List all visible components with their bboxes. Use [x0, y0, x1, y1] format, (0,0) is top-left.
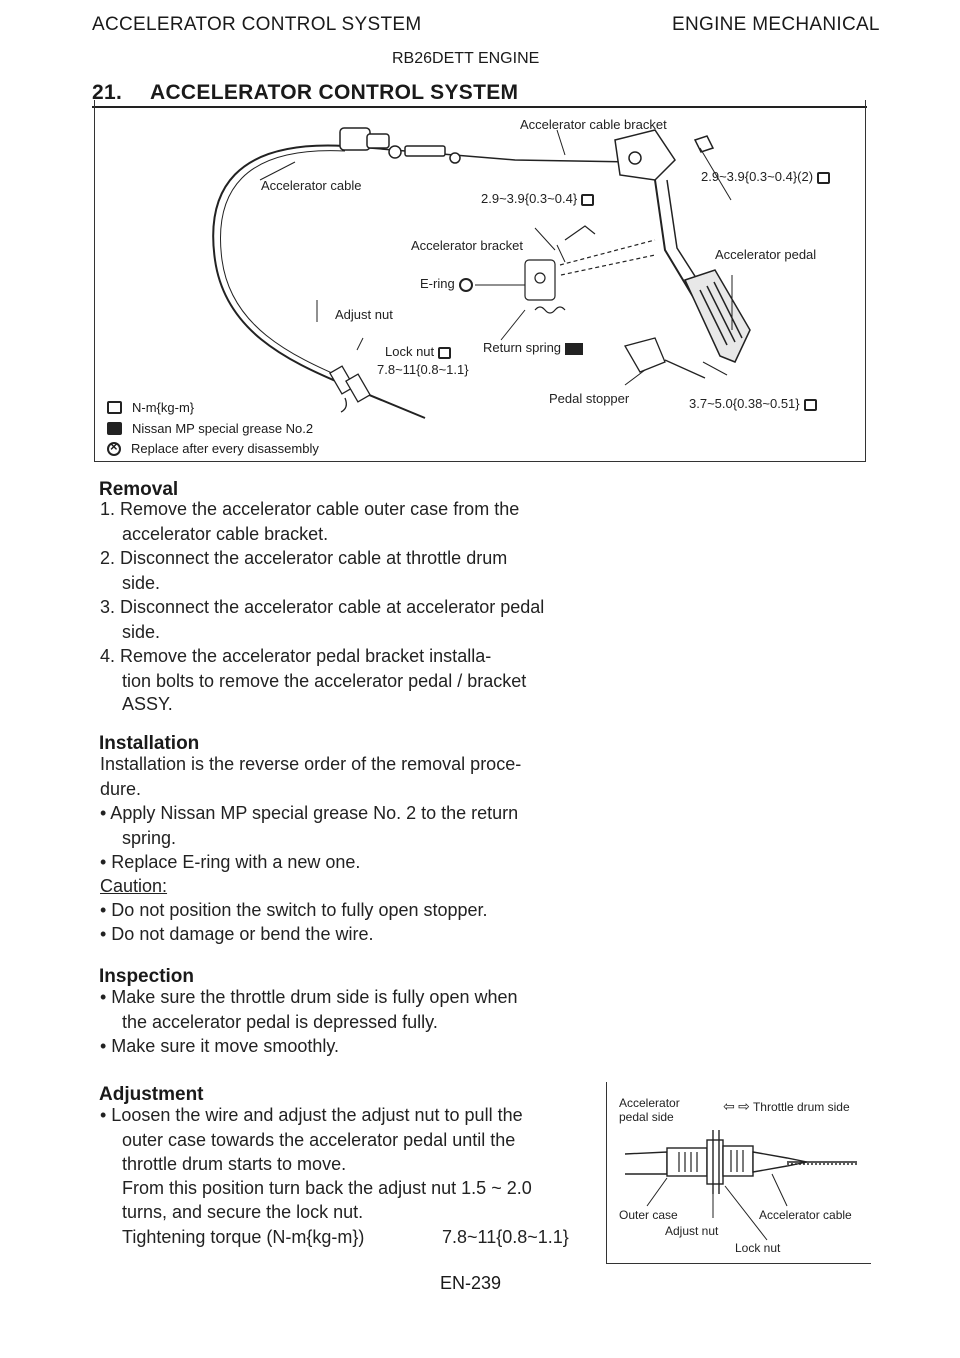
- caution-label: Caution:: [100, 876, 168, 896]
- removal-heading: Removal: [99, 479, 179, 500]
- removal-line: 3. Disconnect the accelerator cable at accelerator pedal: [100, 597, 545, 617]
- installation-bullet: spring.: [122, 828, 177, 848]
- removal-line: ASSY.: [122, 694, 173, 714]
- torque-icon: [581, 194, 594, 206]
- pedal-pad: [685, 270, 750, 362]
- label-accel-cable: Accelerator cable: [759, 1208, 852, 1222]
- label-return-spring: [483, 340, 583, 355]
- grease-icon: [107, 422, 122, 435]
- adjustment-line: outer case towards the accelerator pedal until the: [122, 1130, 516, 1150]
- removal-line: 2. Disconnect the accelerator cable at throttle drum: [100, 548, 508, 568]
- caution-item: • Do not damage or bend the wire.: [100, 924, 374, 944]
- label-lock-nut: [385, 344, 451, 359]
- adjust-drawing: [607, 1082, 872, 1264]
- inspection-bullet: • Make sure it move smoothly.: [100, 1036, 340, 1056]
- label-accelerator-cable: Accelerator cable: [261, 178, 362, 193]
- label-torque-bracket-mid: [481, 191, 594, 206]
- torque-value: 2.9~3.9{0.3~0.4}(2): [701, 169, 814, 184]
- replace-icon: [459, 278, 473, 292]
- cable-end-fitting: [340, 128, 460, 163]
- label-adjust-nut-small: Adjust nut: [665, 1224, 719, 1238]
- legend-divider: [331, 452, 333, 462]
- label-pedal-side: Accelerator pedal side: [619, 1096, 680, 1124]
- adjustment-heading: Adjustment: [99, 1084, 204, 1105]
- label-ering: [420, 276, 473, 292]
- label-torque-bracket-right: [701, 169, 830, 184]
- header-left: ACCELERATOR CONTROL SYSTEM: [92, 14, 422, 35]
- label-lock-nut-small: Lock nut: [735, 1241, 781, 1255]
- header-right: ENGINE MECHANICAL: [672, 14, 880, 35]
- grease-icon: [565, 343, 583, 355]
- page-number: EN-239: [440, 1273, 502, 1293]
- main-diagram: [94, 100, 866, 462]
- label-pedal-stopper: Pedal stopper: [549, 391, 630, 406]
- removal-line: accelerator cable bracket.: [122, 524, 329, 544]
- torque-value: 3.7~5.0{0.38~0.51}: [689, 396, 800, 411]
- label-outer-case: Outer case: [619, 1208, 678, 1222]
- adjustment-line: turns, and secure the lock nut.: [122, 1202, 364, 1222]
- caution-item: • Do not position the switch to fully open stopper.: [100, 900, 488, 920]
- torque-label: Tightening torque (N-m{kg-m}): [122, 1227, 365, 1247]
- removal-line: 1. Remove the accelerator cable outer case from the: [100, 499, 520, 519]
- installation-line: dure.: [100, 779, 142, 799]
- torque-icon: [438, 347, 451, 359]
- adjustment-line: From this position turn back the adjust nut 1.5 ~ 2.0: [122, 1178, 532, 1198]
- adjustment-line: • Loosen the wire and adjust the adjust nut to pull the: [100, 1105, 523, 1125]
- inspection-bullet: • Make sure the throttle drum side is fully open when: [100, 987, 518, 1007]
- label-cable-bracket: Accelerator cable bracket: [520, 117, 667, 132]
- inspection-bullet: the accelerator pedal is depressed fully.: [122, 1012, 438, 1032]
- torque-icon: [107, 401, 122, 414]
- legend-replace: [107, 441, 319, 456]
- installation-line: Installation is the reverse order of the removal proce-: [100, 754, 522, 774]
- ering-text: E-ring: [420, 276, 455, 291]
- label-adjust-nut: Adjust nut: [335, 307, 393, 322]
- throttle-side-text: Throttle drum side: [752, 1100, 850, 1114]
- installation-heading: Installation: [99, 733, 200, 754]
- section-number: 21.: [92, 81, 123, 104]
- legend-torque: [107, 400, 194, 415]
- legend-text: Nissan MP special grease No.2: [132, 421, 314, 436]
- replace-icon: [107, 442, 121, 456]
- label-stopper-torque: [689, 396, 817, 411]
- inspection-heading: Inspection: [99, 966, 195, 987]
- torque-value: 2.9~3.9{0.3~0.4}: [481, 191, 578, 206]
- label-accelerator-bracket: Accelerator bracket: [411, 238, 523, 253]
- installation-bullet: • Replace E-ring with a new one.: [100, 852, 361, 872]
- header-engine: RB26DETT ENGINE: [392, 50, 540, 67]
- legend-grease: [107, 421, 313, 436]
- return-spring-text: Return spring: [483, 340, 562, 355]
- arrow-right-icon: ⇨: [738, 1098, 750, 1114]
- adjustment-diagram: [606, 1082, 871, 1264]
- installation-bullet: • Apply Nissan MP special grease No. 2 to the return: [100, 803, 519, 823]
- removal-line: side.: [122, 573, 161, 593]
- section-title: ACCELERATOR CONTROL SYSTEM: [150, 81, 519, 104]
- arrow-left-icon: ⇦: [723, 1098, 735, 1114]
- legend-text: Replace after every disassembly: [131, 441, 319, 456]
- torque-icon: [804, 399, 817, 411]
- removal-line: 4. Remove the accelerator pedal bracket installa-: [100, 646, 492, 666]
- torque-value: 7.8~11{0.8~1.1}: [442, 1227, 569, 1247]
- adjustment-line: throttle drum starts to move.: [122, 1154, 347, 1174]
- label-accelerator-pedal: Accelerator pedal: [715, 247, 817, 262]
- legend-text: N-m{kg-m}: [132, 400, 195, 415]
- label-lock-nut-torque: 7.8~11{0.8~1.1}: [377, 362, 469, 377]
- removal-line: tion bolts to remove the accelerator pedal / bracket: [122, 671, 527, 691]
- lock-nut-text: Lock nut: [385, 344, 435, 359]
- torque-icon: [817, 172, 830, 184]
- removal-line: side.: [122, 622, 161, 642]
